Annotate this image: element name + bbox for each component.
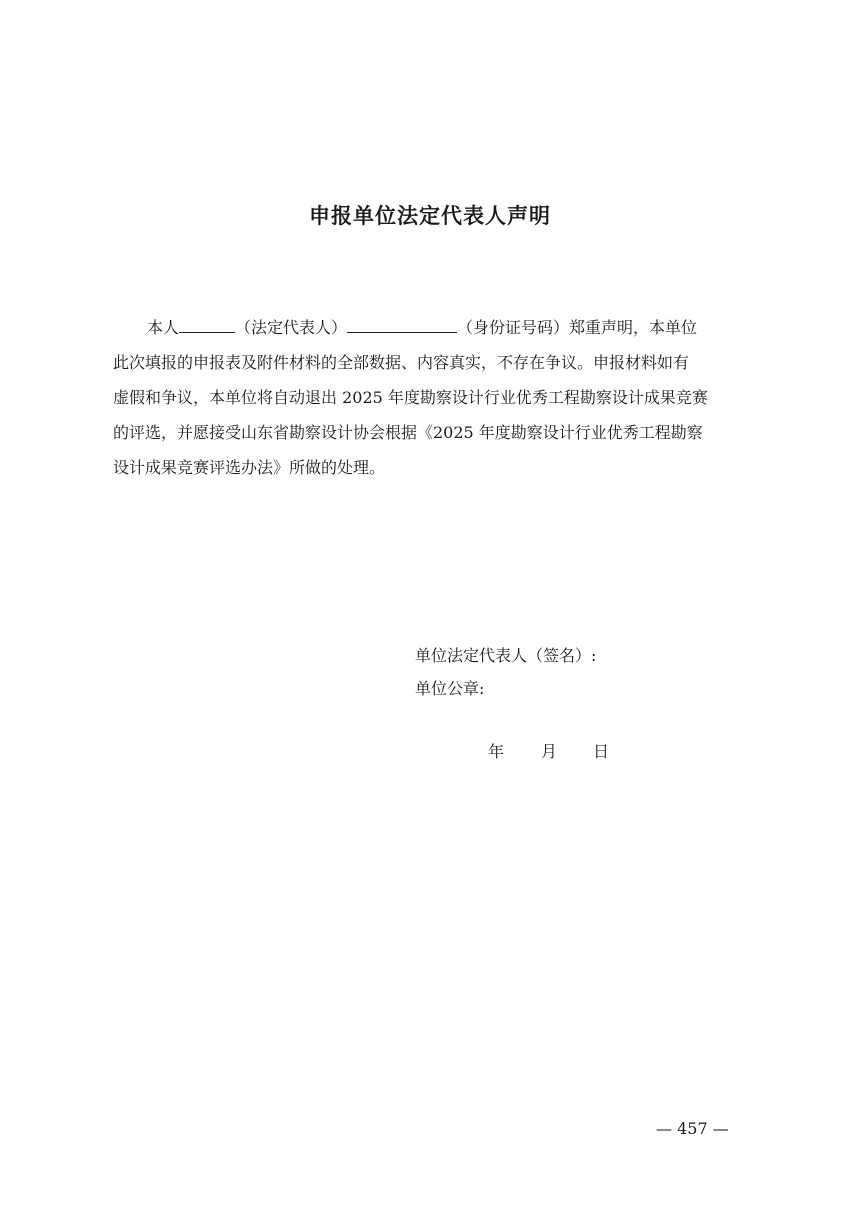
declaration-line-5: 设计成果竞赛评选办法》所做的处理。 [113,458,386,477]
id-number-blank[interactable] [347,314,457,333]
declaration-line-2: 此次填报的申报表及附件材料的全部数据、内容真实，不存在争议。申报材料如有 [113,353,690,372]
date-day-label: 日 [593,742,610,761]
declaration-representative-label: （法定代表人） [235,318,348,337]
date-year-label: 年 [488,742,505,761]
page-number: — 457 — [656,1119,729,1138]
date-month-label: 月 [541,742,558,761]
declaration-id-label: （身份证号码）郑重声明，本单位 [457,318,698,337]
declaration-line-4: 的评选，并愿接受山东省勘察设计协会根据《2025 年度勘察设计行业优秀工程勘察 [113,423,703,442]
representative-name-blank[interactable] [179,314,235,333]
declaration-text [113,310,753,485]
declaration-prefix: 本人 [147,318,180,337]
declaration-line-1 [113,310,753,345]
representative-signature-label: 单位法定代表人（签名）: [415,646,597,665]
document-title: 申报单位法定代表人声明 [309,204,551,228]
company-seal-label: 单位公章: [415,679,485,698]
declaration-line-3: 虚假和争议，本单位将自动退出 2025 年度勘察设计行业优秀工程勘察设计成果竞赛 [113,388,708,407]
